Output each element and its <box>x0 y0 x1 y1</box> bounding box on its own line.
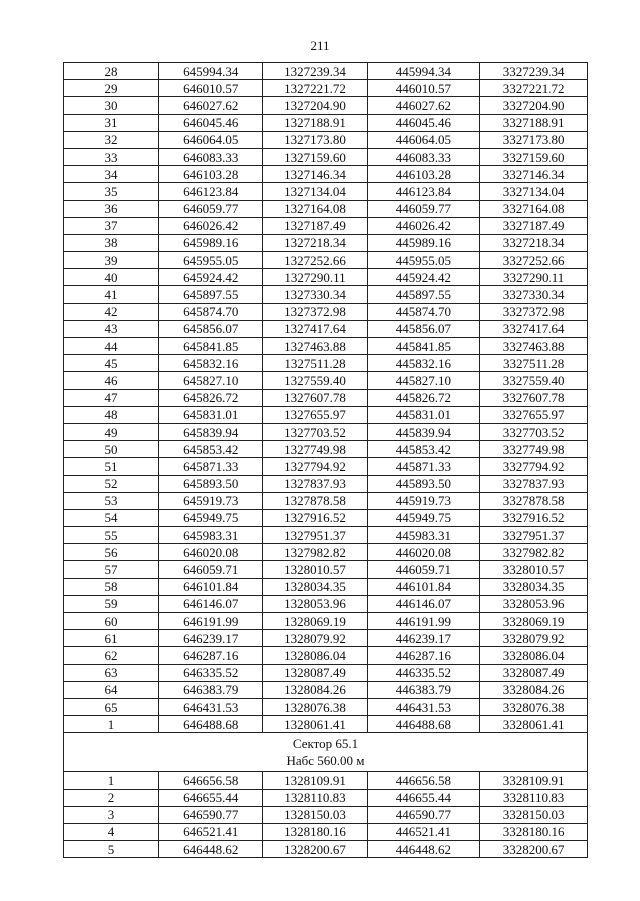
x-coordinate-alt-cell: 446059.77 <box>367 200 480 217</box>
point-number-cell: 41 <box>64 286 159 303</box>
table-row <box>64 527 588 544</box>
point-number-cell: 39 <box>64 252 159 269</box>
x-coordinate-alt-cell: 446146.07 <box>367 595 480 612</box>
point-number-cell: 3 <box>64 806 159 823</box>
x-coordinate-cell: 646448.62 <box>159 841 263 858</box>
y-coordinate-alt-cell: 3328061.41 <box>480 716 588 733</box>
y-coordinate-cell: 1327607.78 <box>263 389 367 406</box>
table-row <box>64 509 588 526</box>
point-number-cell: 1 <box>64 716 159 733</box>
point-number-cell: 64 <box>64 681 159 698</box>
table-row <box>64 806 588 823</box>
table-row <box>64 578 588 595</box>
sector-title: Сектор 65.1 <box>292 736 359 752</box>
x-coordinate-cell: 646064.05 <box>159 131 263 148</box>
x-coordinate-alt-cell: 446335.52 <box>367 664 480 681</box>
table-row <box>64 423 588 440</box>
x-coordinate-cell: 646239.17 <box>159 630 263 647</box>
y-coordinate-cell: 1328180.16 <box>263 823 367 840</box>
point-number-cell: 49 <box>64 423 159 440</box>
x-coordinate-alt-cell: 446287.16 <box>367 647 480 664</box>
y-coordinate-alt-cell: 3327878.58 <box>480 492 588 509</box>
table-row <box>64 148 588 165</box>
table-row <box>64 441 588 458</box>
x-coordinate-cell: 645874.70 <box>159 303 263 320</box>
table-row <box>64 630 588 647</box>
point-number-cell: 60 <box>64 613 159 630</box>
x-coordinate-cell: 646146.07 <box>159 595 263 612</box>
x-coordinate-alt-cell: 446191.99 <box>367 613 480 630</box>
x-coordinate-cell: 646059.71 <box>159 561 263 578</box>
y-coordinate-alt-cell: 3327134.04 <box>480 183 588 200</box>
point-number-cell: 1 <box>64 772 159 789</box>
x-coordinate-cell: 646656.58 <box>159 772 263 789</box>
x-coordinate-alt-cell: 446590.77 <box>367 806 480 823</box>
table-row <box>64 131 588 148</box>
x-coordinate-cell: 646010.57 <box>159 80 263 97</box>
y-coordinate-cell: 1327837.93 <box>263 475 367 492</box>
y-coordinate-cell: 1327221.72 <box>263 80 367 97</box>
x-coordinate-alt-cell: 445827.10 <box>367 372 480 389</box>
y-coordinate-cell: 1327511.28 <box>263 355 367 372</box>
y-coordinate-cell: 1328087.49 <box>263 664 367 681</box>
y-coordinate-alt-cell: 3328034.35 <box>480 578 588 595</box>
x-coordinate-cell: 646383.79 <box>159 681 263 698</box>
x-coordinate-alt-cell: 445831.01 <box>367 406 480 423</box>
y-coordinate-alt-cell: 3327749.98 <box>480 441 588 458</box>
x-coordinate-cell: 645893.50 <box>159 475 263 492</box>
y-coordinate-alt-cell: 3328110.83 <box>480 789 588 806</box>
y-coordinate-cell: 1327655.97 <box>263 406 367 423</box>
y-coordinate-alt-cell: 3328180.16 <box>480 823 588 840</box>
y-coordinate-alt-cell: 3328150.03 <box>480 806 588 823</box>
y-coordinate-alt-cell: 3327417.64 <box>480 320 588 337</box>
point-number-cell: 33 <box>64 148 159 165</box>
point-number-cell: 35 <box>64 183 159 200</box>
table-row <box>64 63 588 80</box>
x-coordinate-cell: 645871.33 <box>159 458 263 475</box>
point-number-cell: 46 <box>64 372 159 389</box>
table-row <box>64 286 588 303</box>
y-coordinate-alt-cell: 3328086.04 <box>480 647 588 664</box>
point-number-cell: 62 <box>64 647 159 664</box>
point-number-cell: 47 <box>64 389 159 406</box>
x-coordinate-cell: 646045.46 <box>159 114 263 131</box>
x-coordinate-cell: 646059.77 <box>159 200 263 217</box>
x-coordinate-cell: 645839.94 <box>159 423 263 440</box>
y-coordinate-cell: 1327330.34 <box>263 286 367 303</box>
sector-cell <box>64 733 588 772</box>
table-row <box>64 716 588 733</box>
point-number-cell: 34 <box>64 166 159 183</box>
y-coordinate-cell: 1327239.34 <box>263 63 367 80</box>
point-number-cell: 51 <box>64 458 159 475</box>
x-coordinate-alt-cell: 446083.33 <box>367 148 480 165</box>
x-coordinate-cell: 646123.84 <box>159 183 263 200</box>
x-coordinate-alt-cell: 446239.17 <box>367 630 480 647</box>
point-number-cell: 32 <box>64 131 159 148</box>
y-coordinate-alt-cell: 3328069.19 <box>480 613 588 630</box>
x-coordinate-cell: 646027.62 <box>159 97 263 114</box>
x-coordinate-alt-cell: 446103.28 <box>367 166 480 183</box>
y-coordinate-cell: 1328150.03 <box>263 806 367 823</box>
y-coordinate-alt-cell: 3327837.93 <box>480 475 588 492</box>
table-row <box>64 841 588 858</box>
point-number-cell: 38 <box>64 234 159 251</box>
x-coordinate-cell: 646101.84 <box>159 578 263 595</box>
x-coordinate-alt-cell: 445871.33 <box>367 458 480 475</box>
x-coordinate-alt-cell: 445826.72 <box>367 389 480 406</box>
x-coordinate-cell: 646335.52 <box>159 664 263 681</box>
y-coordinate-cell: 1327134.04 <box>263 183 367 200</box>
point-number-cell: 30 <box>64 97 159 114</box>
y-coordinate-alt-cell: 3328087.49 <box>480 664 588 681</box>
x-coordinate-alt-cell: 445893.50 <box>367 475 480 492</box>
y-coordinate-alt-cell: 3328076.38 <box>480 698 588 715</box>
table-row <box>64 664 588 681</box>
page-number: 211 <box>310 38 330 53</box>
x-coordinate-cell: 646083.33 <box>159 148 263 165</box>
y-coordinate-cell: 1327951.37 <box>263 527 367 544</box>
x-coordinate-cell: 645983.31 <box>159 527 263 544</box>
y-coordinate-cell: 1327187.49 <box>263 217 367 234</box>
table-row <box>64 320 588 337</box>
y-coordinate-cell: 1327463.88 <box>263 338 367 355</box>
table-row <box>64 475 588 492</box>
x-coordinate-cell: 645856.07 <box>159 320 263 337</box>
sector-height: Набс 560.00 м <box>286 753 365 769</box>
point-number-cell: 44 <box>64 338 159 355</box>
point-number-cell: 45 <box>64 355 159 372</box>
x-coordinate-cell: 645955.05 <box>159 252 263 269</box>
x-coordinate-cell: 645826.72 <box>159 389 263 406</box>
x-coordinate-alt-cell: 445853.42 <box>367 441 480 458</box>
point-number-cell: 48 <box>64 406 159 423</box>
y-coordinate-alt-cell: 3327794.92 <box>480 458 588 475</box>
y-coordinate-cell: 1328079.92 <box>263 630 367 647</box>
x-coordinate-cell: 646103.28 <box>159 166 263 183</box>
y-coordinate-alt-cell: 3327187.49 <box>480 217 588 234</box>
table-row <box>64 406 588 423</box>
table-row <box>64 80 588 97</box>
y-coordinate-alt-cell: 3328079.92 <box>480 630 588 647</box>
table-row <box>64 372 588 389</box>
y-coordinate-cell: 1327417.64 <box>263 320 367 337</box>
table-row <box>64 544 588 561</box>
table-row <box>64 647 588 664</box>
table-row <box>64 183 588 200</box>
x-coordinate-alt-cell: 445989.16 <box>367 234 480 251</box>
x-coordinate-cell: 646431.53 <box>159 698 263 715</box>
y-coordinate-alt-cell: 3327164.08 <box>480 200 588 217</box>
point-number-cell: 61 <box>64 630 159 647</box>
y-coordinate-cell: 1327916.52 <box>263 509 367 526</box>
x-coordinate-alt-cell: 446064.05 <box>367 131 480 148</box>
table-body-top <box>64 63 588 733</box>
point-number-cell: 52 <box>64 475 159 492</box>
x-coordinate-cell: 645919.73 <box>159 492 263 509</box>
y-coordinate-alt-cell: 3328109.91 <box>480 772 588 789</box>
coordinates-table <box>63 62 588 858</box>
y-coordinate-alt-cell: 3327188.91 <box>480 114 588 131</box>
table-row <box>64 613 588 630</box>
table-row <box>64 338 588 355</box>
point-number-cell: 36 <box>64 200 159 217</box>
y-coordinate-alt-cell: 3327982.82 <box>480 544 588 561</box>
point-number-cell: 65 <box>64 698 159 715</box>
y-coordinate-alt-cell: 3327916.52 <box>480 509 588 526</box>
x-coordinate-cell: 646521.41 <box>159 823 263 840</box>
x-coordinate-cell: 646026.42 <box>159 217 263 234</box>
y-coordinate-cell: 1327164.08 <box>263 200 367 217</box>
y-coordinate-cell: 1327290.11 <box>263 269 367 286</box>
x-coordinate-alt-cell: 445983.31 <box>367 527 480 544</box>
y-coordinate-cell: 1327559.40 <box>263 372 367 389</box>
y-coordinate-alt-cell: 3327204.90 <box>480 97 588 114</box>
y-coordinate-cell: 1327372.98 <box>263 303 367 320</box>
table-row <box>64 234 588 251</box>
y-coordinate-cell: 1328010.57 <box>263 561 367 578</box>
y-coordinate-alt-cell: 3328084.26 <box>480 681 588 698</box>
y-coordinate-alt-cell: 3327951.37 <box>480 527 588 544</box>
y-coordinate-alt-cell: 3327173.80 <box>480 131 588 148</box>
table-body-bottom <box>64 772 588 858</box>
y-coordinate-cell: 1328084.26 <box>263 681 367 698</box>
x-coordinate-alt-cell: 446448.62 <box>367 841 480 858</box>
point-number-cell: 50 <box>64 441 159 458</box>
y-coordinate-alt-cell: 3327239.34 <box>480 63 588 80</box>
x-coordinate-alt-cell: 446026.42 <box>367 217 480 234</box>
table-row <box>64 789 588 806</box>
point-number-cell: 29 <box>64 80 159 97</box>
y-coordinate-cell: 1327982.82 <box>263 544 367 561</box>
x-coordinate-alt-cell: 445919.73 <box>367 492 480 509</box>
x-coordinate-alt-cell: 445994.34 <box>367 63 480 80</box>
y-coordinate-cell: 1328086.04 <box>263 647 367 664</box>
point-number-cell: 58 <box>64 578 159 595</box>
x-coordinate-alt-cell: 445839.94 <box>367 423 480 440</box>
point-number-cell: 2 <box>64 789 159 806</box>
table-row <box>64 772 588 789</box>
table-row <box>64 166 588 183</box>
table-row <box>64 252 588 269</box>
x-coordinate-alt-cell: 445856.07 <box>367 320 480 337</box>
y-coordinate-alt-cell: 3327159.60 <box>480 148 588 165</box>
y-coordinate-cell: 1328110.83 <box>263 789 367 806</box>
x-coordinate-alt-cell: 446521.41 <box>367 823 480 840</box>
y-coordinate-alt-cell: 3327221.72 <box>480 80 588 97</box>
x-coordinate-cell: 646287.16 <box>159 647 263 664</box>
x-coordinate-alt-cell: 446656.58 <box>367 772 480 789</box>
point-number-cell: 42 <box>64 303 159 320</box>
x-coordinate-alt-cell: 445955.05 <box>367 252 480 269</box>
x-coordinate-alt-cell: 446431.53 <box>367 698 480 715</box>
y-coordinate-alt-cell: 3327218.34 <box>480 234 588 251</box>
point-number-cell: 43 <box>64 320 159 337</box>
y-coordinate-alt-cell: 3327655.97 <box>480 406 588 423</box>
x-coordinate-cell: 645831.01 <box>159 406 263 423</box>
point-number-cell: 28 <box>64 63 159 80</box>
x-coordinate-cell: 645832.16 <box>159 355 263 372</box>
point-number-cell: 53 <box>64 492 159 509</box>
y-coordinate-alt-cell: 3327559.40 <box>480 372 588 389</box>
y-coordinate-cell: 1327173.80 <box>263 131 367 148</box>
x-coordinate-alt-cell: 446010.57 <box>367 80 480 97</box>
y-coordinate-cell: 1327159.60 <box>263 148 367 165</box>
y-coordinate-alt-cell: 3327372.98 <box>480 303 588 320</box>
point-number-cell: 31 <box>64 114 159 131</box>
x-coordinate-alt-cell: 446123.84 <box>367 183 480 200</box>
y-coordinate-cell: 1327749.98 <box>263 441 367 458</box>
point-number-cell: 5 <box>64 841 159 858</box>
y-coordinate-alt-cell: 3327252.66 <box>480 252 588 269</box>
sector-header <box>64 733 588 772</box>
x-coordinate-cell: 645949.75 <box>159 509 263 526</box>
table-row <box>64 823 588 840</box>
y-coordinate-alt-cell: 3327607.78 <box>480 389 588 406</box>
table-row <box>64 355 588 372</box>
point-number-cell: 56 <box>64 544 159 561</box>
x-coordinate-alt-cell: 446027.62 <box>367 97 480 114</box>
x-coordinate-cell: 646020.08 <box>159 544 263 561</box>
x-coordinate-cell: 646488.68 <box>159 716 263 733</box>
x-coordinate-alt-cell: 445841.85 <box>367 338 480 355</box>
x-coordinate-alt-cell: 446383.79 <box>367 681 480 698</box>
x-coordinate-alt-cell: 446101.84 <box>367 578 480 595</box>
y-coordinate-cell: 1327146.34 <box>263 166 367 183</box>
y-coordinate-cell: 1328200.67 <box>263 841 367 858</box>
point-number-cell: 59 <box>64 595 159 612</box>
y-coordinate-cell: 1327188.91 <box>263 114 367 131</box>
y-coordinate-alt-cell: 3327511.28 <box>480 355 588 372</box>
y-coordinate-cell: 1328034.35 <box>263 578 367 595</box>
x-coordinate-alt-cell: 445897.55 <box>367 286 480 303</box>
x-coordinate-cell: 645924.42 <box>159 269 263 286</box>
point-number-cell: 54 <box>64 509 159 526</box>
x-coordinate-cell: 646590.77 <box>159 806 263 823</box>
table-row <box>64 561 588 578</box>
table-row <box>64 681 588 698</box>
x-coordinate-alt-cell: 445949.75 <box>367 509 480 526</box>
y-coordinate-alt-cell: 3327463.88 <box>480 338 588 355</box>
point-number-cell: 40 <box>64 269 159 286</box>
y-coordinate-alt-cell: 3327290.11 <box>480 269 588 286</box>
point-number-cell: 37 <box>64 217 159 234</box>
y-coordinate-cell: 1327218.34 <box>263 234 367 251</box>
table-row <box>64 492 588 509</box>
y-coordinate-cell: 1328076.38 <box>263 698 367 715</box>
x-coordinate-alt-cell: 445874.70 <box>367 303 480 320</box>
x-coordinate-cell: 645994.34 <box>159 63 263 80</box>
y-coordinate-cell: 1328109.91 <box>263 772 367 789</box>
y-coordinate-alt-cell: 3328053.96 <box>480 595 588 612</box>
point-number-cell: 55 <box>64 527 159 544</box>
y-coordinate-alt-cell: 3327330.34 <box>480 286 588 303</box>
x-coordinate-alt-cell: 446488.68 <box>367 716 480 733</box>
table-row <box>64 458 588 475</box>
x-coordinate-alt-cell: 445832.16 <box>367 355 480 372</box>
sector-row <box>64 733 588 772</box>
x-coordinate-cell: 645853.42 <box>159 441 263 458</box>
x-coordinate-alt-cell: 446045.46 <box>367 114 480 131</box>
point-number-cell: 4 <box>64 823 159 840</box>
table-row <box>64 303 588 320</box>
table-row <box>64 698 588 715</box>
table-row <box>64 269 588 286</box>
y-coordinate-alt-cell: 3327703.52 <box>480 423 588 440</box>
y-coordinate-cell: 1327878.58 <box>263 492 367 509</box>
point-number-cell: 57 <box>64 561 159 578</box>
table-row <box>64 595 588 612</box>
y-coordinate-cell: 1328061.41 <box>263 716 367 733</box>
table-row <box>64 114 588 131</box>
y-coordinate-alt-cell: 3327146.34 <box>480 166 588 183</box>
point-number-cell: 63 <box>64 664 159 681</box>
x-coordinate-cell: 646655.44 <box>159 789 263 806</box>
table-row <box>64 389 588 406</box>
x-coordinate-cell: 645897.55 <box>159 286 263 303</box>
x-coordinate-cell: 645827.10 <box>159 372 263 389</box>
x-coordinate-cell: 645841.85 <box>159 338 263 355</box>
table-row <box>64 97 588 114</box>
table-row <box>64 200 588 217</box>
y-coordinate-cell: 1327252.66 <box>263 252 367 269</box>
y-coordinate-cell: 1328053.96 <box>263 595 367 612</box>
y-coordinate-alt-cell: 3328010.57 <box>480 561 588 578</box>
x-coordinate-alt-cell: 446020.08 <box>367 544 480 561</box>
y-coordinate-alt-cell: 3328200.67 <box>480 841 588 858</box>
y-coordinate-cell: 1327794.92 <box>263 458 367 475</box>
x-coordinate-alt-cell: 445924.42 <box>367 269 480 286</box>
y-coordinate-cell: 1327204.90 <box>263 97 367 114</box>
x-coordinate-cell: 645989.16 <box>159 234 263 251</box>
x-coordinate-alt-cell: 446655.44 <box>367 789 480 806</box>
y-coordinate-cell: 1328069.19 <box>263 613 367 630</box>
x-coordinate-alt-cell: 446059.71 <box>367 561 480 578</box>
y-coordinate-cell: 1327703.52 <box>263 423 367 440</box>
x-coordinate-cell: 646191.99 <box>159 613 263 630</box>
table-row <box>64 217 588 234</box>
